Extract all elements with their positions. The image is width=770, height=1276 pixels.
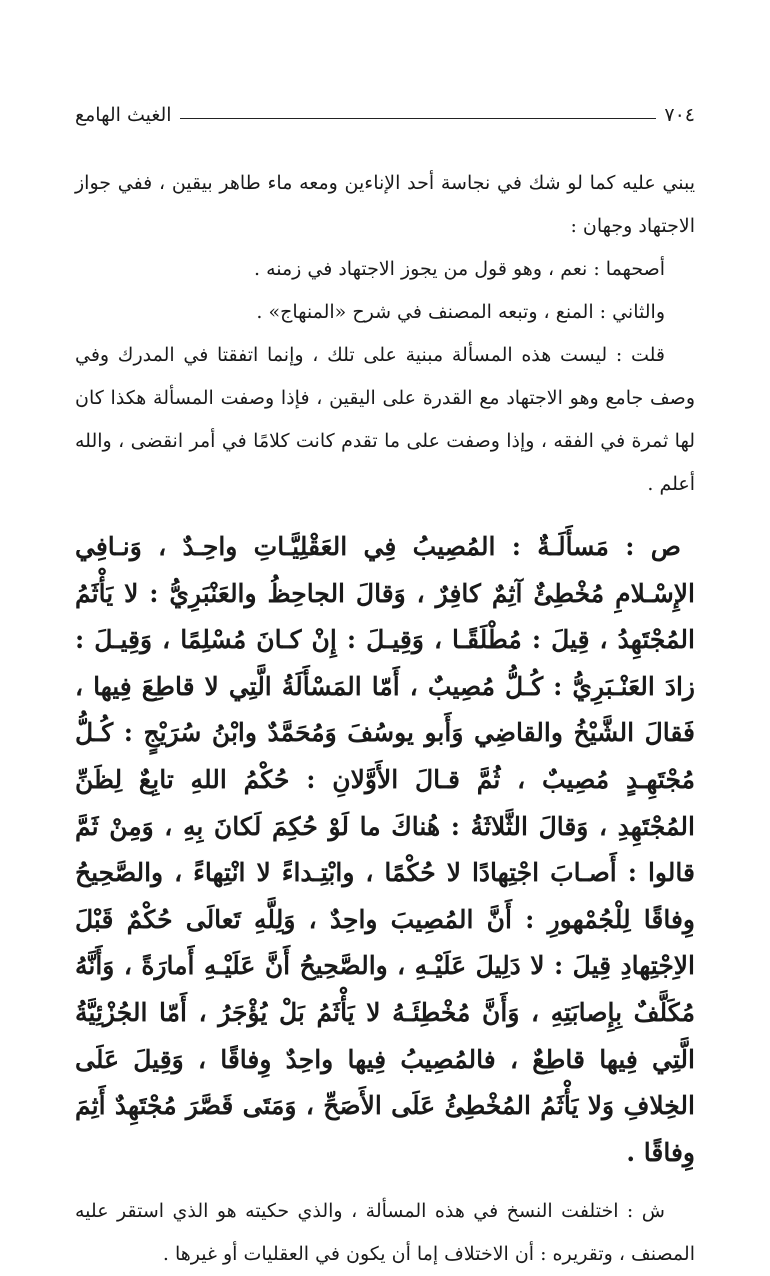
page-body: [75, 162, 695, 1276]
matn-text: ص : مَسأَلَـةٌ : المُصِيبُ فِي العَقْلِيَّـاتِ واحِـدٌ ، وَنـافِي الإِسْـلامِ مُخْطِئٌ آثِمٌ كافِرٌ ، وَقالَ الجاحِظُ والعَنْبَرِيُّ : لا يَأْثَمُ المُجْتَهِدُ ، قِيلَ : مُطْلَقًـا ، وَقِيـلَ : إِنْ كـانَ مُسْلِمًا ، وَقِيـلَ : زادَ العَنْـبَرِيُّ : كُـلُّ مُصِيبٌ ، أَمّا المَسْأَلَةُ الَّتِي لا قاطِعَ فِيها ، فَقالَ الشَّيْخُ والقاضِي وَأَبو يوسُفَ وَمُحَمَّدٌ وابْنُ سُرَيْجٍ : كُـلُّ مُجْتَهِـدٍ مُصِيبٌ ، ثُمَّ قـالَ الأَوَّلانِ : حُكْمُ اللهِ تابِعٌ لِظَنِّ المُجْتَهِدِ ، وَقالَ الثَّلاثَةُ : هُناكَ ما لَوْ حُكِمَ لَكانَ بِهِ ، وَمِنْ ثَمَّ قالوا : أَصـابَ اجْتِهادًا لا حُكْمًا ، وابْتِـداءً لا انْتِهاءً ، والصَّحِيحُ وِفاقًا لِلْجُمْهورِ : أَنَّ المُصِيبَ واحِدٌ ، وَلِلَّهِ تَعالَى حُكْمٌ قَبْلَ الاِجْتِهادِ قِيلَ : لا دَلِيلَ عَلَيْـهِ ، والصَّحِيحُ أَنَّ عَلَيْـهِ أَمارَةً ، وَأَنَّهُ مُكَلَّفٌ بِإِصابَتِهِ ، وَأَنَّ مُخْطِئَـهُ لا يَأْثَمُ بَلْ يُؤْجَرُ ، أَمّا الجُزْئِيَّةُ الَّتِي فِيها قاطِعٌ ، فالمُصِيبُ فِيها واحِدٌ وِفاقًا ، وَقِيلَ عَلَى الخِلافِ وَلا يَأْثَمُ المُخْطِئُ عَلَى الأَصَحِّ ، وَمَتَى قَصَّرَ مُجْتَهِدٌ أَثِمَ وِفاقًا .: [75, 532, 695, 1167]
paragraph-second-view: والثاني : المنع ، وتبعه المصنف في شرح «المنهاج» .: [256, 301, 665, 323]
page-number: ٧٠٤: [664, 104, 695, 126]
book-title: الغيث الهامع: [75, 104, 172, 126]
running-head: [75, 104, 695, 126]
paragraph-commentary-note: قلت : ليست هذه المسألة مبنية على تلك ، وإنما اتفقتا في المدرك وفي وصف جامع وهو الاجتهاد مع القدرة على اليقين ، فإذا وصفت المسألة هكذا كان لها ثمرة في الفقه ، وإذا وصفت على ما تقدم كانت كلامًا في أمر انقضى ، والله أعلم .: [75, 344, 695, 495]
paragraph-preceding: يبني عليه كما لو شك في نجاسة أحد الإناءين ومعه ماء طاهر بيقين ، ففي جواز الاجتهاد وجهان :: [75, 172, 695, 237]
header-rule: [180, 118, 657, 119]
sharh-text: ش : اختلفت النسخ في هذه المسألة ، والذي حكيته هو الذي استقر عليه المصنف ، وتقريره : أن الاختلاف إما أن يكون في العقليات أو غيرها .: [75, 1200, 695, 1266]
paragraph-first-view: أصحهما : نعم ، وهو قول من يجوز الاجتهاد في زمنه .: [253, 258, 665, 280]
